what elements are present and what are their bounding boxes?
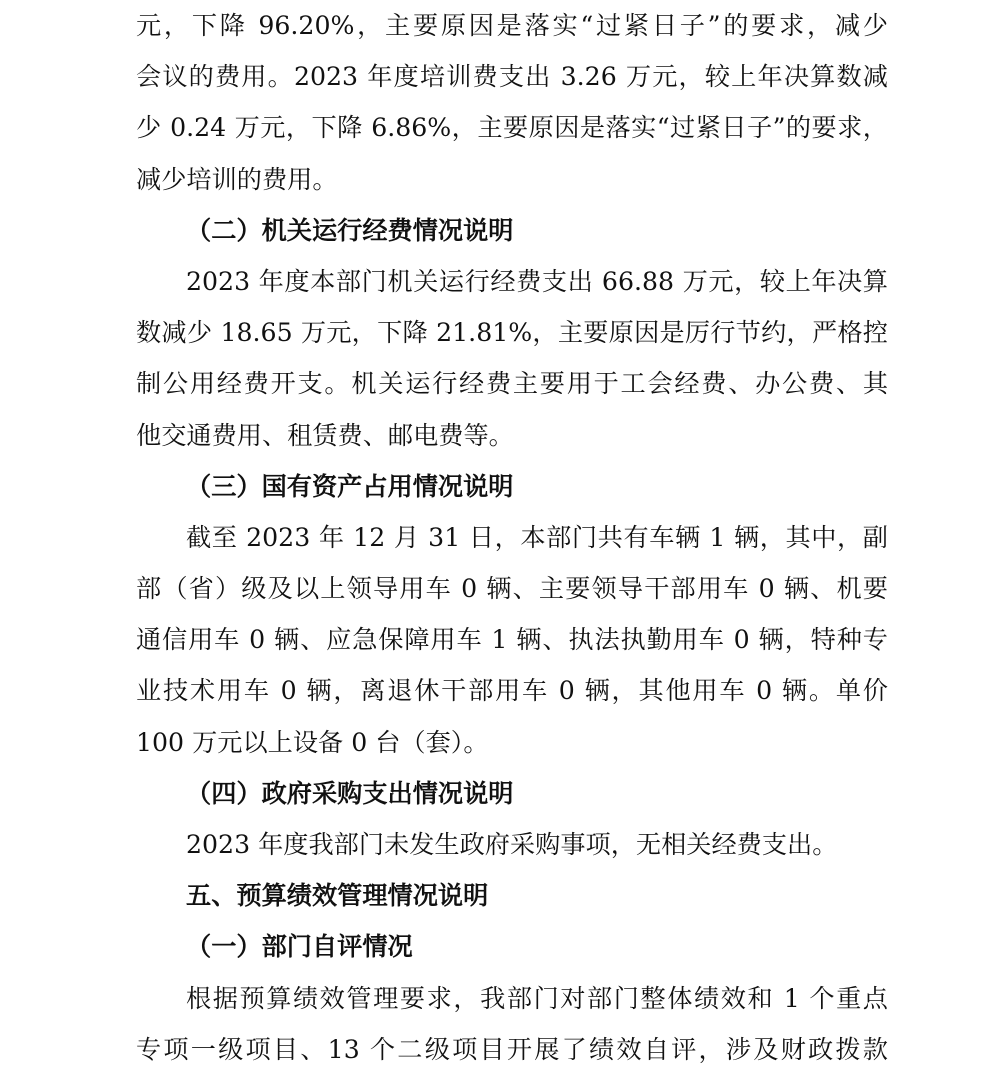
text-line: 数减少 18.65 万元，下降 21.81%，主要原因是厉行节约，严格控 (136, 318, 888, 348)
text-line: 2023 年度本部门机关运行经费支出 66.88 万元，较上年决算 (186, 266, 888, 296)
text-line: 根据预算绩效管理要求，我部门对部门整体绩效和 1 个重点 (186, 983, 888, 1013)
document-page (136, 0, 888, 1075)
text-line: 他交通费用、租赁费、邮电费等。 (136, 420, 514, 450)
text-line: 部（省）级及以上领导用车 0 辆、主要领导干部用车 0 辆、机要 (136, 574, 888, 604)
paragraph-state-assets (136, 512, 888, 768)
subsection-heading-procurement: （四）政府采购支出情况说明 (186, 777, 514, 808)
text-line: 制公用经费开支。机关运行经费主要用于工会经费、办公费、其 (136, 369, 888, 399)
text-line: 会议的费用。2023 年度培训费支出 3.26 万元，较上年决算数减 (136, 62, 888, 92)
section-heading-performance-management: 五、预算绩效管理情况说明 (186, 881, 489, 911)
text-line: 业技术用车 0 辆，离退休干部用车 0 辆，其他用车 0 辆。单价 (136, 676, 888, 706)
paragraph-meeting-training-expenses (136, 0, 888, 205)
text-line: 少 0.24 万元，下降 6.86%，主要原因是落实“过紧日子”的要求， (136, 113, 888, 143)
paragraph-operating-expenses (136, 256, 888, 461)
paragraph-self-evaluation (136, 973, 888, 1075)
text-line: 元，下降 96.20%，主要原因是落实“过紧日子”的要求，减少 (136, 11, 888, 40)
subsection-heading-self-evaluation: （一）部门自评情况 (186, 931, 413, 962)
text-line: 100 万元以上设备 0 台（套）。 (136, 727, 489, 757)
text-line: 通信用车 0 辆、应急保障用车 1 辆、执法执勤用车 0 辆，特种专 (136, 625, 888, 655)
text-line: 减少培训的费用。 (136, 164, 338, 194)
text-line: 截至 2023 年 12 月 31 日，本部门共有车辆 1 辆，其中，副 (186, 522, 888, 552)
text-line: 专项一级项目、13 个二级项目开展了绩效自评，涉及财政拨款 (136, 1034, 888, 1064)
subsection-heading-operating-expenses: （二）机关运行经费情况说明 (186, 214, 514, 245)
subsection-heading-state-assets: （三）国有资产占用情况说明 (186, 470, 514, 501)
paragraph-procurement (136, 819, 888, 870)
text-line: 2023 年度我部门未发生政府采购事项，无相关经费支出。 (186, 830, 838, 859)
